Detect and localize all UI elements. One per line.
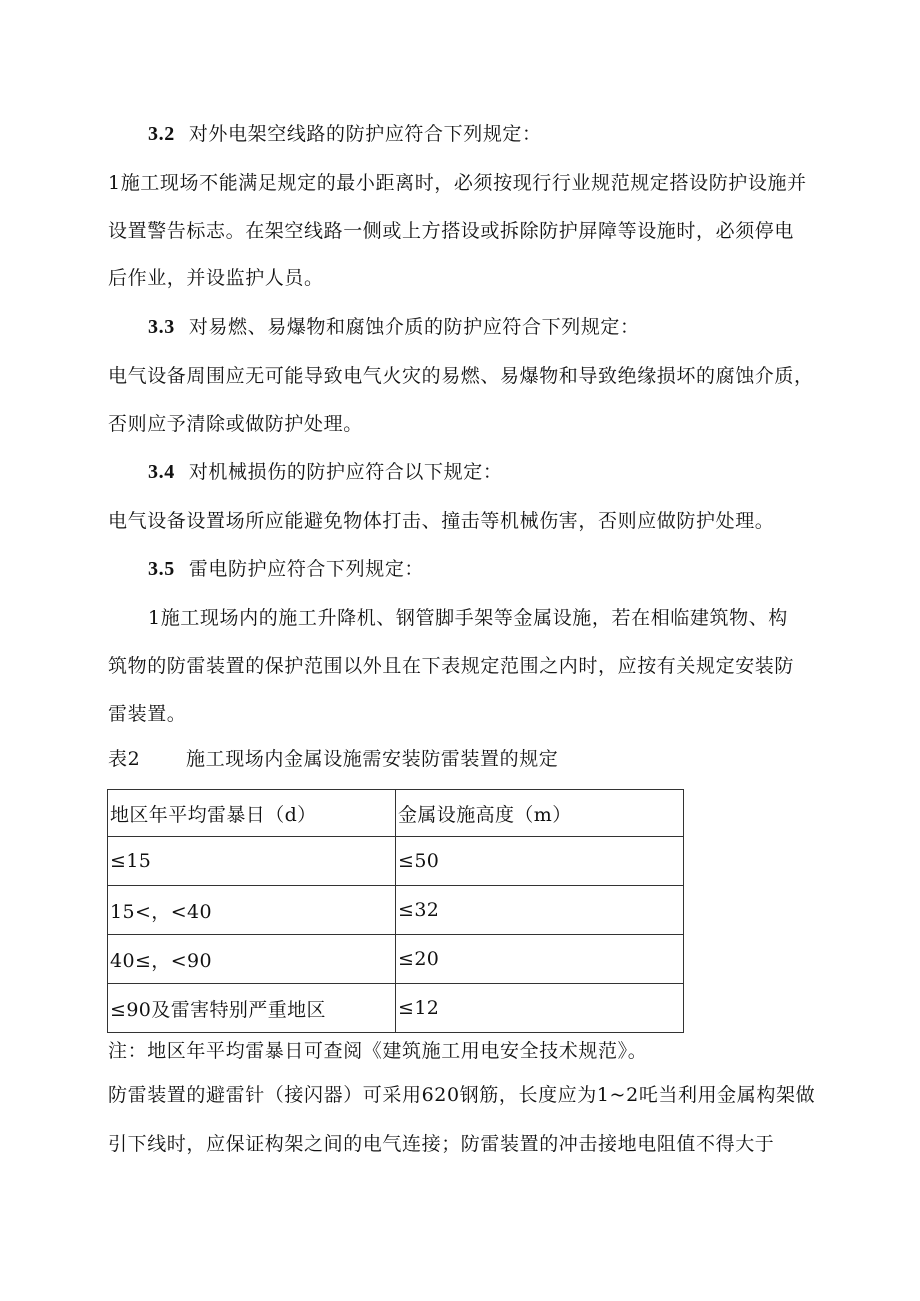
table-cell: 15<，<40 (108, 886, 396, 935)
table-cell: ≤20 (396, 935, 684, 984)
table-row (108, 886, 684, 935)
paragraph-line: 防雷装置的避雷针（接闪器）可采用620钢筋，长度应为1~2吒当利用金属构架做 (108, 1084, 816, 1106)
paragraph-line: 后作业，并设监护人员。 (108, 267, 324, 289)
section-title: 对外电架空线路的防护应符合下列规定： (188, 123, 542, 145)
table-header-cell: 金属设施高度（m） (396, 790, 684, 837)
table-header-row (108, 790, 684, 837)
paragraph-line: 设置警告标志。在架空线路一侧或上方搭设或拆除防护屏障等设施时，必须停电 (108, 220, 795, 242)
paragraph-line: 电气设备设置场所应能避免物体打击、撞击等机械伤害，否则应做防护处理。 (108, 510, 775, 532)
table-row (108, 984, 684, 1033)
section-heading (148, 314, 640, 340)
table-caption-title: 施工现场内金属设施需安装防雷装置的规定 (186, 748, 559, 770)
table-cell: 40≤，<90 (108, 935, 396, 984)
table-note: 注：地区年平均雷暴日可查阅《建筑施工用电安全技术规范》。 (108, 1040, 648, 1062)
paragraph-line: 否则应予清除或做防护处理。 (108, 413, 363, 435)
table-cell: ≤50 (396, 837, 684, 886)
paragraph-line: 引下线时，应保证构架之间的电气连接；防雷装置的冲击接地电阻值不得大于 (108, 1133, 775, 1155)
paragraph-line: 雷装置。 (108, 703, 187, 725)
paragraph-line: 电气设备周围应无可能导致电气火灾的易燃、易爆物和导致绝缘损坏的腐蚀介质， (108, 365, 814, 387)
section-title: 对机械损伤的防护应符合以下规定： (188, 461, 503, 483)
section-number: 3.2 (148, 123, 175, 145)
table-row (108, 837, 684, 886)
paragraph-line: 1施工现场内的施工升降机、钢管脚手架等金属设施，若在相临建筑物、构 (148, 607, 788, 629)
table-caption (108, 746, 558, 772)
table-row (108, 935, 684, 984)
table-cell: ≤32 (396, 886, 684, 935)
table-caption-label: 表2 (108, 748, 141, 770)
table-cell: ≤15 (108, 837, 396, 886)
section-title: 雷电防护应符合下列规定： (188, 558, 425, 580)
section-heading (148, 459, 502, 485)
section-heading (148, 121, 542, 147)
table-cell: ≤12 (396, 984, 684, 1033)
lightning-protection-table (107, 789, 684, 1033)
section-title: 对易燃、易爆物和腐蚀介质的防护应符合下列规定： (188, 316, 640, 338)
section-number: 3.5 (148, 558, 175, 580)
section-heading (148, 556, 424, 582)
section-number: 3.4 (148, 461, 175, 483)
table-header-cell: 地区年平均雷暴日（d） (108, 790, 396, 837)
paragraph-line: 筑物的防雷装置的保护范围以外且在下表规定范围之内时，应按有关规定安装防 (108, 655, 795, 677)
paragraph-line: 1施工现场不能满足规定的最小距离时，必须按现行行业规范规定搭设防护设施并 (108, 172, 807, 194)
table-cell: ≤90及雷害特别严重地区 (108, 984, 396, 1033)
section-number: 3.3 (148, 316, 175, 338)
